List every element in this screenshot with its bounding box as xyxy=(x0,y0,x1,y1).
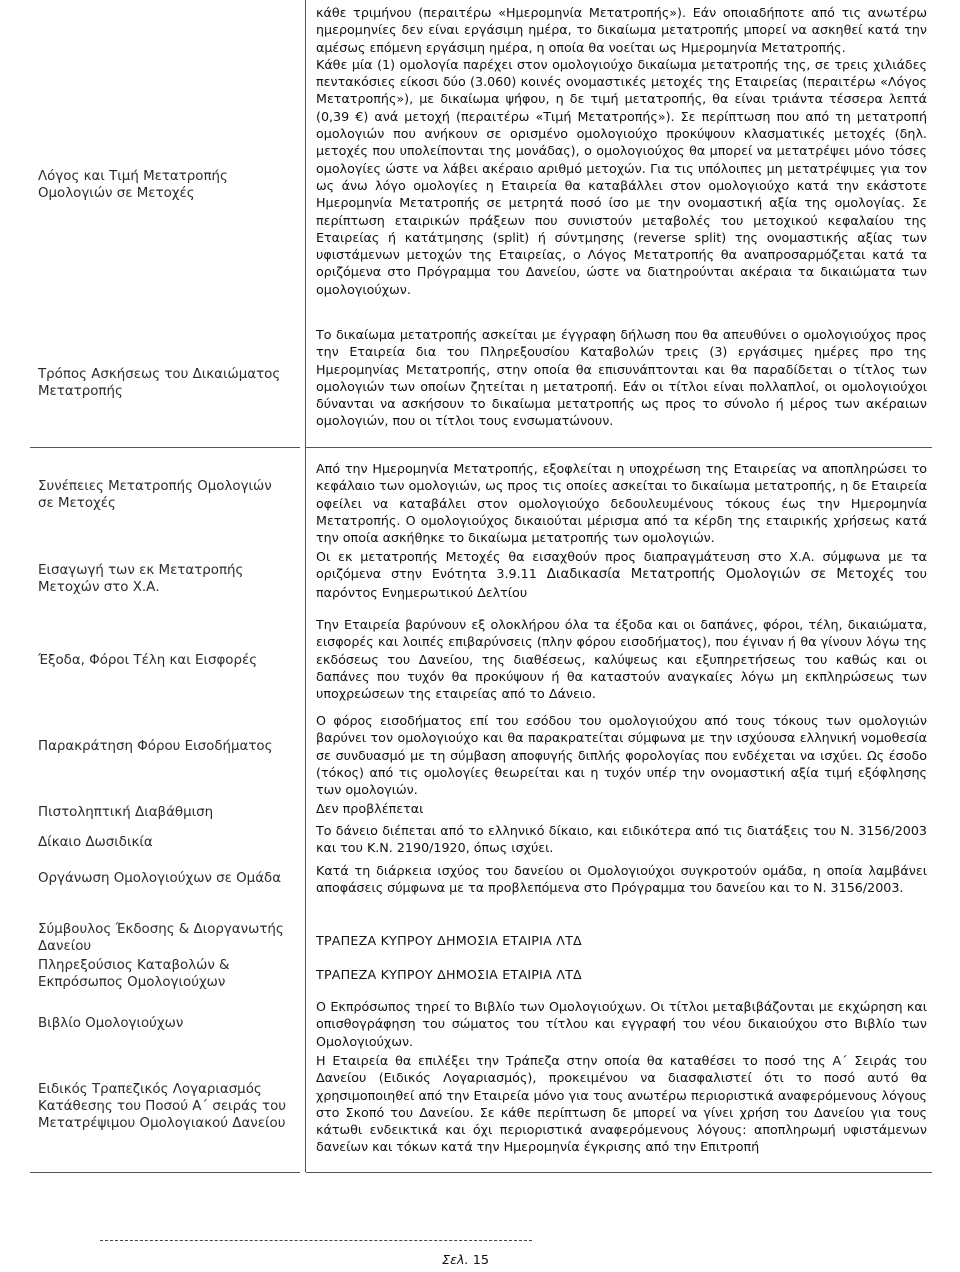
label-listing: Εισαγωγή των εκ Μετατροπής Μετοχών στο Χ.Α. xyxy=(38,563,244,595)
advisor-text: ΤΡΑΠΕΖΑ ΚΥΠΡΟΥ ΔΗΜΟΣΙΑ ΕΤΑΙΡΙΑ ΛΤΔ xyxy=(316,933,582,948)
page-label: Σελ. xyxy=(442,1253,469,1268)
withholding-text: Ο φόρος εισοδήματος επί του εσόδου του ομολογιούχου από τους τόκους των ομολογιών βαρύνει τον ομολογιούχο και θα παρακρατείται σύμφωνα με την ισχύουσα ελληνική νομοθεσία σε συνδυασμό με τη σύμβαση αποφυγής διπλής φορολογίας που ενδέχεται να ισχύει. Ως έσοδο (τόκος) από τις ομολογίες θεωρείται και η τυχόν υπέρ την ονομαστική αξία τιμή εξόφλησης των ομολογιών. xyxy=(316,713,927,798)
listing-text xyxy=(316,548,927,601)
organization-text: Κατά τη διάρκεια ισχύος του δανείου οι Ομολογιούχοι συγκροτούν ομάδα, η οποία λαμβάνει αποφάσεις σύμφωνα με τα προβλεπόμενα στο Πρόγραμμα του δανείου και το Ν. 3156/2003. xyxy=(316,863,927,896)
registry-text: Ο Εκπρόσωπος τηρεί το Βιβλίο των Ομολογιούχων. Οι τίτλοι μεταβιβάζονται με εκχώρηση και οπισθογράφηση του σώματος του τίτλου και εγγραφή του νέου δικαιούχου στο Βιβλίο των Ομολογιούχων. xyxy=(316,999,927,1049)
rating-text: Δεν προβλέπεται xyxy=(316,801,424,816)
row-divider xyxy=(30,447,300,448)
paragraph: κάθε τριμήνου (περαιτέρω «Ημερομηνία Μετατροπής»). Εάν οποιαδήποτε από τις ανωτέρω ημερομηνίες δεν είναι εργάσιμη ημέρα, το δικαίωμα μετατροπής μπορεί να ασκηθεί κατά την αμέσως επόμενη εργάσιμη ημέρα, η οποία θα νοείται ως Ημερομηνία Μετατροπής. xyxy=(316,5,927,55)
label-rating: Πιστοληπτική Διαβάθμιση xyxy=(38,805,214,820)
label-special-account: Ειδικός Τραπεζικός Λογαριασμός Κατάθεσης του Ποσού Α΄ σειράς του Μετατρέψιμου Ομολογιακού Δανείου xyxy=(38,1082,287,1131)
label-conversion-ratio: Λόγος και Τιμή Μετατροπής Ομολογιών σε Μετοχές xyxy=(38,169,228,201)
page-number-value: 15 xyxy=(472,1253,490,1268)
label-paying-agent: Πληρεξούσιος Καταβολών & Εκπρόσωπος Ομολογιούχων xyxy=(38,958,230,990)
label-expenses: Έξοδα, Φόροι Τέλη και Εισφορές xyxy=(38,653,258,668)
law-text: Το δάνειο διέπεται από το ελληνικό δίκαιο, και ειδικότερα από τις διατάξεις του Ν. 3156/2003 και του Κ.Ν. 2190/1920, όπως ισχύει. xyxy=(316,823,927,856)
page-number xyxy=(442,1253,489,1268)
special-account-text: Η Εταιρεία θα επιλέξει την Τράπεζα στην οποία θα καταθέσει το ποσό της Α΄ Σειράς του Δανείου (Ειδικός Λογαριασμός), προκειμένου να διασφαλιστεί ότι το ποσό αυτό θα χρησιμοποιηθεί από την Εταιρεία μόνο για τους ανωτέρω περιοριστικά αναφερόμενους λόγους στο Σκοπό του Δανείου. Σε κάθε περίπτωση δε μπορεί να γίνει χρήση του Δανείου για τους κάτωθι ενδεικτικά και όχι περιοριστικά αναφερόμενους λόγους: αποπληρωμή υφιστάμενων δανείων και τόκων κατά την Ημερομηνία έγκρισης από την Επιτροπή xyxy=(316,1053,927,1155)
section-reference-link[interactable]: Διαδικασία Μετατροπής Ομολογιών σε Μετοχές xyxy=(546,567,895,583)
label-exercise-method: Τρόπος Ασκήσεως του Δικαιώματος Μετατροπής xyxy=(38,367,281,399)
row-divider xyxy=(306,1172,932,1173)
expenses-text: Την Εταιρεία βαρύνουν εξ ολοκλήρου όλα τα έξοδα και οι δαπάνες, φόροι, τέλη, δικαιώματα, εισφορές και λοιπές επιβαρύνσεις (πλην φόρου εισοδήματος), που έγιναν ή θα γίνουν λόγω της εκδόσεως του Δανείου, της διαθέσεως, καλύψεως και εξυπηρετήσεως του καθώς και οι δαπάνες που τυχόν θα προκύψουν ή θα καταστούν αναγκαίες λόγω μη εκπληρώσεως των υποχρεώσεων της εταιρείας από το Δάνειο. xyxy=(316,617,927,702)
label-consequences: Συνέπειες Μετατροπής Ομολογιών σε Μετοχές xyxy=(38,479,272,511)
listing-text-post: του παρόντος Ενημερωτικού Δελτίου xyxy=(316,566,928,600)
footer-divider xyxy=(100,1240,532,1241)
paying-agent-text: ΤΡΑΠΕΖΑ ΚΥΠΡΟΥ ΔΗΜΟΣΙΑ ΕΤΑΙΡΙΑ ΛΤΔ xyxy=(316,967,582,982)
exercise-text: Το δικαίωμα μετατροπής ασκείται με έγγραφη δήλωση που θα απευθύνει ο ομολογιούχος προς την Εταιρεία δια του Πληρεξουσίου Καταβολών τρεις (3) εργάσιμες ημέρες προ της Ημερομηνίας Μετατροπής, στην οποία θα επισυνάπτονται και θα παραδίδεται ο τίτλος των ομολογιών των οποίων ζητείται η μετατροπή. Εάν οι τίτλοι είναι πολλαπλοί, οι ομολογιούχοι δύνανται να ασκήσουν το δικαίωμα μετατροπής ως προς το σύνολο ή μέρος των ακέραιων ομολογιών, που οι τίτλοι τους ενσωματώνουν. xyxy=(316,327,927,429)
paragraph: Κάθε μία (1) ομολογία παρέχει στον ομολογιούχο δικαίωμα μετατροπής της, σε τρεις χιλιάδες πεντακόσιες είκοσι δύο (3.060) κοινές ονομαστικές μετοχές της Εταιρείας (περαιτέρω «Λόγος Μετατροπής»), με δικαίωμα ψήφου, η δε τιμή μετατροπής, θα είναι τριάντα τέσσερα λεπτά (0,39 €) ανά μετοχή (περαιτέρω «Τιμή Μετατροπής»). Σε περίπτωση που από τη μετατροπή ομολογιών που ανήκουν σε ορισμένο ομολογιούχο προκύψουν κλασματικές μετοχές (δηλ. μετοχές που υπολείπονται της μονάδας), ο ομολογιούχος θα μπορεί να μετατρέψει μόνο τόσες ομολογίες ώστε να λάβει ακέραιο αριθμό μετοχών. Για τις υπόλοιπες μη μετατρέψιμες για τον ως άνω λόγο ομολογίες η Εταιρεία θα καταβάλλει στον ομολογιούχο κατά την εκάστοτε Ημερομηνία Μετατροπής σε μετρητά ποσό ίσο με την ονομαστική αξία της ομολογίας. Σε περίπτωση εταιρικών πράξεων που συνιστούν μεταβολές του μετοχικού κεφαλαίου της Εταιρείας ή κατάτμησης (split) ή σύντμησης (reverse split) της ονομαστικής αξίας των υφιστάμενων μετοχών της Εταιρείας, ο Λόγος Μετατροπής θα αναπροσαρμόζεται κατά τα οριζόμενα στο Πρόγραμμα του Δανείου, ώστε να διατηρούνται ακέραια τα δικαιώματα των ομολογιούχων. xyxy=(316,56,927,297)
conversion-text-continued xyxy=(316,4,927,298)
column-divider xyxy=(305,0,306,1172)
label-advisor: Σύμβουλος Έκδοσης & Διοργανωτής Δανείου xyxy=(38,922,284,954)
label-organization: Οργάνωση Ομολογιούχων σε Ομάδα xyxy=(38,871,282,886)
consequences-text: Από την Ημερομηνία Μετατροπής, εξοφλείται η υποχρέωση της Εταιρείας να αποπληρώσει το κεφάλαιο των ομολογιών, ως προς τις οποίες ασκείται το δικαίωμα μετατροπής, η δε Εταιρεία οφείλει να καταβάλει στον ομολογιούχο δεδουλευμένους τόκους έως την Ημερομηνία Μετατροπής. Ο ομολογιούχος δικαιούται μέρισμα από τα κέρδη της εταιρικής χρήσεως κατά την οποία ασκήθηκε το δικαίωμα μετατροπής των ομολογιών. xyxy=(316,461,927,546)
label-registry: Βιβλίο Ομολογιούχων xyxy=(38,1016,184,1031)
label-law: Δίκαιο Δωσιδικία xyxy=(38,835,153,850)
listing-text-pre: Οι εκ μετατροπής Μετοχές θα εισαχθούν προς διαπραγμάτευση στο Χ.Α. σύμφωνα με τα οριζόμενα στην Ενότητα 3.9.11 xyxy=(316,549,927,582)
row-divider xyxy=(306,447,932,448)
row-divider xyxy=(30,1172,300,1173)
label-withholding: Παρακράτηση Φόρου Εισοδήματος xyxy=(38,739,273,754)
